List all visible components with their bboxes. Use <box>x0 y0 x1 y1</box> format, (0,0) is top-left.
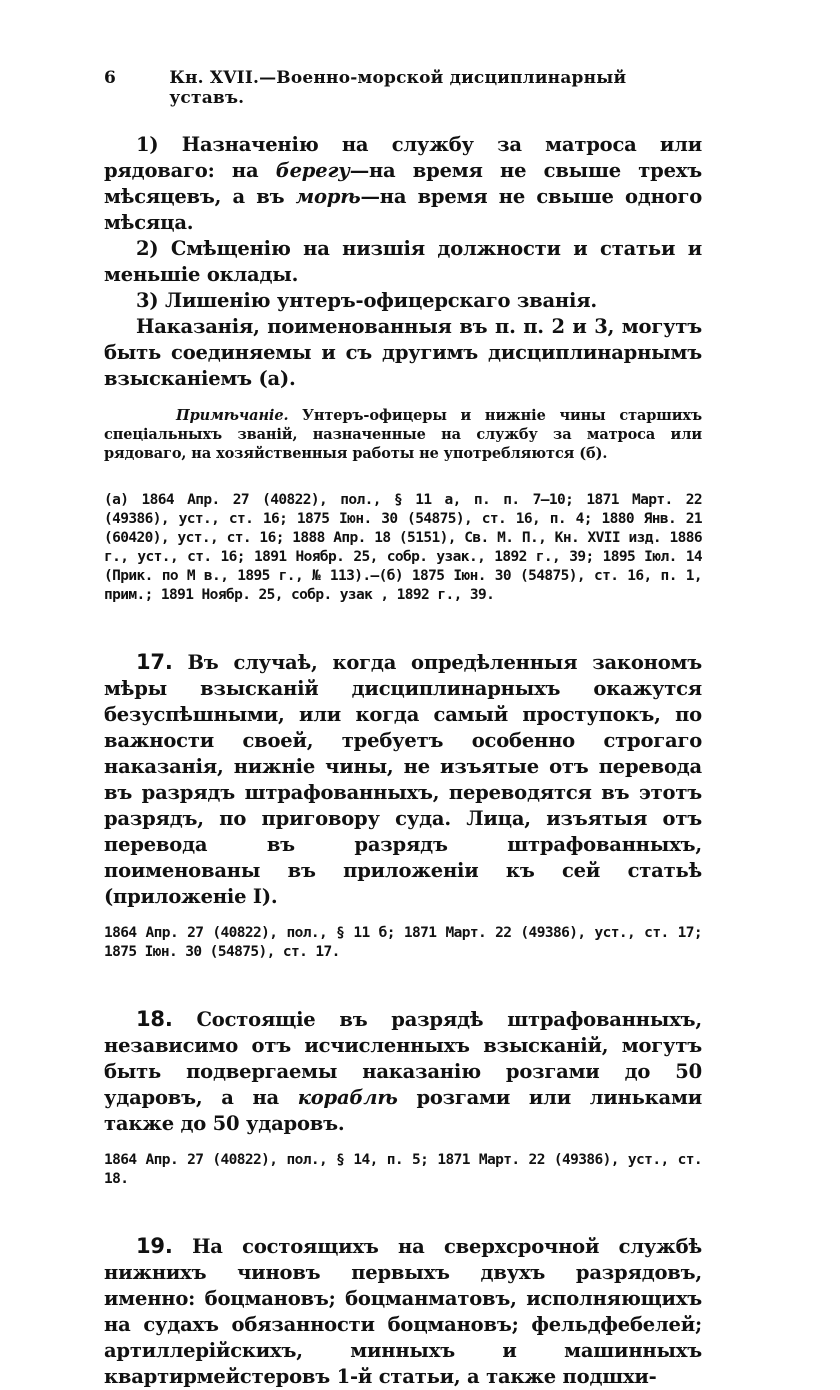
article-18-references: 1864 Апр. 27 (40822), пол., § 14, п. 5; 1871 Март. 22 (49386), уст., ст. 18. <box>104 1152 702 1187</box>
article-19: 19. На состоящихъ на сверхсрочной службѣ нижнихъ чиновъ первыхъ двухъ разрядовъ, именно: боцмановъ; боцманматовъ, исполняющихъ на судахъ обязанности боцмановъ; фельдфебелей; артиллерійскихъ, минныхъ и машинныхъ квартирмейстеровъ 1-й статьи, а также подшхи- <box>104 1234 702 1388</box>
page-number: 6 <box>104 68 117 88</box>
article-16-continuation <box>104 132 702 392</box>
article-17-number: 17. <box>136 650 173 674</box>
combine-paragraph: Наказанія, поименованныя въ п. п. 2 и 3, могутъ быть соединяемы и съ другимъ дисциплинарнымъ взысканіемъ (а). <box>104 315 702 390</box>
article-16-references: (а) 1864 Апр. 27 (40822), пол., § 11 а, п. п. 7—10; 1871 Март. 22 (49386), уст., ст. 16; 1875 Iюн. 30 (54875), ст. 16, п. 4; 1880 Янв. 21 (60420), уст., ст. 16; 1888 Апр. 18 (5151), Св. М. П., Кн. XVII изд. 1886 г., уст., ст. 16; 1891 Ноябр. 25, собр. узак., 1892 г., 39; 1895 Iюл. 14 (Прик. по М в., 1895 г., № 113).—(б) 1875 Iюн. 30 (54875), ст. 16, п. 1, прим.; 1891 Ноябр. 25, собр. узак , 1892 г., 39. <box>104 492 702 603</box>
header-title: Кн. XVII.—Военно-морской дисциплинарный уставъ. <box>169 68 627 108</box>
article-18-number: 18. <box>136 1007 173 1031</box>
note-label: Примѣчаніе. <box>176 407 289 424</box>
document-page <box>104 68 702 1390</box>
item-1: 1) Назначенію на службу за матроса или рядоваго: на берегу—на время не свыше трехъ мѣсяцевъ, а въ морѣ—на время не свыше одного мѣсяца. <box>104 133 703 234</box>
article-17-references: 1864 Апр. 27 (40822), пол., § 11 б; 1871 Март. 22 (49386), уст., ст. 17; 1875 Iюн. 30 (54875), ст. 17. <box>104 925 702 960</box>
item-3: 3) Лишенію унтеръ-офицерскаго званія. <box>136 289 597 312</box>
article-19-number: 19. <box>136 1234 173 1258</box>
item-2: 2) Смѣщенію на низшія должности и статьи и меньшіе оклады. <box>104 237 702 286</box>
running-header <box>104 68 702 108</box>
article-18: 18. Состоящіе въ разрядѣ штрафованныхъ, независимо отъ исчисленныхъ взысканій, могутъ быть подвергаемы наказанію розгами до 50 ударовъ, а на кораблѣ розгами или линьками также до 50 ударовъ. <box>104 1007 702 1135</box>
note-paragraph: Примѣчаніе. Унтеръ-офицеры и нижніе чины старшихъ спеціальныхъ званій, назначенные на службу за матроса или рядоваго, на хозяйственныя работы не употребляются (б). <box>104 407 702 462</box>
article-17: 17. Въ случаѣ, когда опредѣленныя закономъ мѣры взысканій дисциплинарныхъ окажутся безуспѣшными, или когда самый проступокъ, по важности своей, требуетъ особенно строгаго наказанія, нижніе чины, не изъятые отъ перевода въ разрядъ штрафованныхъ, переводятся въ этотъ разрядъ, по приговору суда. Лица, изъятыя отъ перевода въ разрядъ штрафованныхъ, поименованы въ приложеніи къ сей статьѣ (приложеніе I). <box>104 650 702 908</box>
